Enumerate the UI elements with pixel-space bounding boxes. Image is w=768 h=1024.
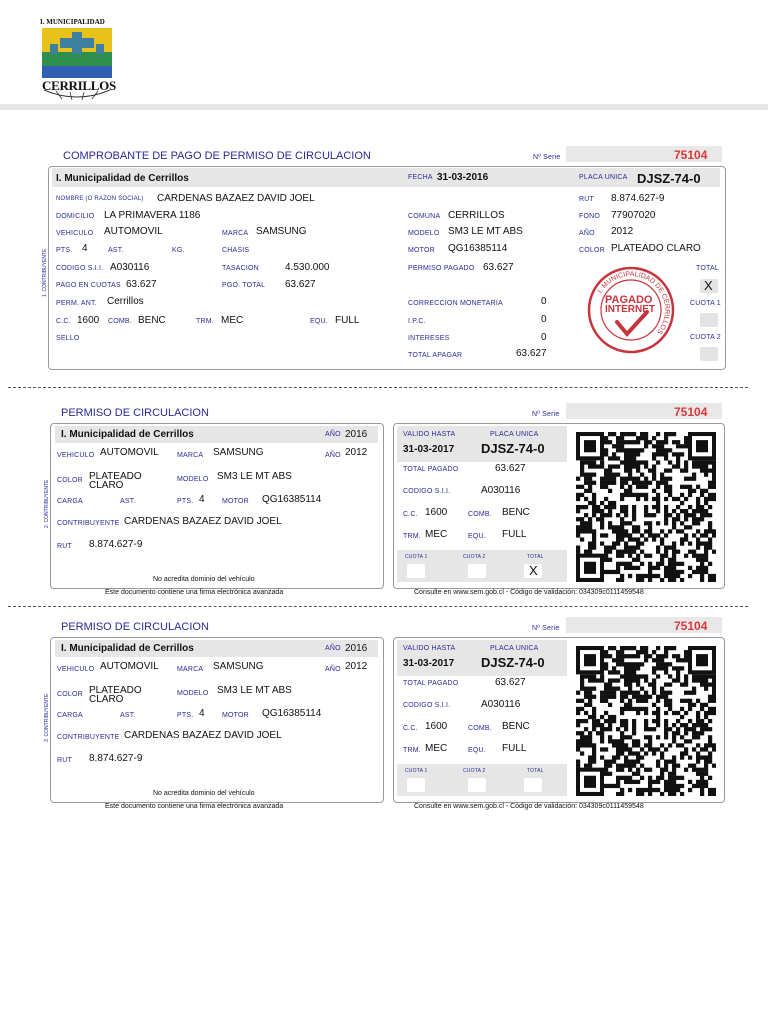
permit-title: PERMISO DE CIRCULACION <box>61 621 209 633</box>
permit-rut: 8.874.627-9 <box>89 539 143 550</box>
permit-total-pagado: 63.627 <box>495 463 526 474</box>
codigo-value: A030116 <box>110 262 150 273</box>
permit-placa-label: PLACA UNICA <box>490 645 539 652</box>
logo-emblem-icon <box>42 28 112 78</box>
receipt-placa-label: PLACA UNICA <box>579 174 628 181</box>
permit-firma-note: Este documento contiene una firma electrónica avanzada <box>105 803 284 810</box>
pgo-total-label: PGO. TOTAL <box>222 282 266 289</box>
permit-ano: 2016 <box>345 429 368 440</box>
permit-cuota1-box[interactable] <box>407 778 425 792</box>
ano-value: 2012 <box>611 226 634 237</box>
municipality-logo <box>38 16 114 100</box>
permit-consulte-note: Consulte en www.sem.gob.cl - Código de validación: 034309c0111459548 <box>414 803 644 810</box>
tasacion-label: TASACION <box>222 265 259 272</box>
perm-ant-label: PERM. ANT. <box>56 300 97 307</box>
comb-value: BENC <box>138 315 166 326</box>
permit-dominio-note: No acredita dominio del vehículo <box>153 790 255 797</box>
permit-color-line2: CLARO <box>89 694 124 705</box>
permit-valido-label: VALIDO HASTA <box>403 645 456 652</box>
perm-ant-value: Cerrillos <box>107 296 144 307</box>
comuna-value: CERRILLOS <box>448 210 505 221</box>
permit-2 <box>0 614 768 814</box>
modelo-label: MODELO <box>408 230 440 237</box>
permit-1 <box>0 400 768 600</box>
sello-label: SELLO <box>56 335 80 342</box>
permit-modelo-label: MODELO <box>177 476 209 483</box>
permit-qr-code <box>576 432 716 582</box>
permit-equ-label: EQU. <box>468 533 486 540</box>
permit-carga-label: CARGA <box>57 498 83 505</box>
permit-cuota1-label: CUOTA 1 <box>405 768 428 774</box>
permit-color-line1: PLATEADO <box>89 685 142 696</box>
permit-equ: FULL <box>502 529 527 540</box>
permit-valido-label: VALIDO HASTA <box>403 431 456 438</box>
permit-placa: DJSZ-74-0 <box>481 441 545 456</box>
comuna-label: COMUNA <box>408 213 441 220</box>
permit-equ-label: EQU. <box>468 747 486 754</box>
ast-label: AST. <box>108 247 124 254</box>
permit-comb-label: COMB. <box>468 511 492 518</box>
vehiculo-value: AUTOMOVIL <box>104 226 163 237</box>
permit-total-mark: X <box>529 563 538 578</box>
marca-value: SAMSUNG <box>256 226 307 237</box>
permit-color-label: COLOR <box>57 691 83 698</box>
permit-vehiculo-label: VEHICULO <box>57 452 95 459</box>
stamp-ring-text: I. MUNICIPALIDAD DE CERRILLOS <box>596 270 671 336</box>
permit-pts-label: PTS. <box>177 498 194 505</box>
permit-equ: FULL <box>502 743 527 754</box>
logo-top-text: I. MUNICIPALIDAD <box>40 18 105 26</box>
cuota2-label: CUOTA 2 <box>690 334 721 341</box>
permit-vehiculo: AUTOMOVIL <box>100 661 159 672</box>
permit-contribuyente: CARDENAS BAZAEZ DAVID JOEL <box>124 730 282 741</box>
intereses-value: 0 <box>541 332 547 343</box>
permit-ano-label: AÑO <box>325 431 341 438</box>
equ-label: EQU. <box>310 318 328 325</box>
permit-marca-label: MARCA <box>177 666 204 673</box>
modelo-value: SM3 LE MT ABS <box>448 226 523 237</box>
trm-value: MEC <box>221 315 244 326</box>
correccion-label: CORRECCION MONETARIA <box>408 300 503 307</box>
motor-label: MOTOR <box>408 247 435 254</box>
permit-ast-label: AST. <box>120 712 136 719</box>
trm-label: TRM. <box>196 318 214 325</box>
permit-total-box[interactable] <box>524 778 542 792</box>
permit-color-line2: CLARO <box>89 480 124 491</box>
kg-label: KG. <box>172 247 185 254</box>
permit-ano: 2016 <box>345 643 368 654</box>
permit-ano-label: AÑO <box>325 645 341 652</box>
intereses-label: INTERESES <box>408 335 450 342</box>
permit-modelo: SM3 LE MT ABS <box>217 471 292 482</box>
permit-valido: 31-03-2017 <box>403 444 455 455</box>
permit-comb-label: COMB. <box>468 725 492 732</box>
color-label: COLOR <box>579 247 605 254</box>
receipt-serie-number: 75104 <box>674 148 708 162</box>
permit-carga-label: CARGA <box>57 712 83 719</box>
permit-trm-label: TRM. <box>403 533 421 540</box>
receipt-total-label: TOTAL <box>696 265 719 272</box>
ipc-label: I.P.C. <box>408 318 426 325</box>
cc-value: 1600 <box>77 315 100 326</box>
receipt-total-mark: X <box>704 278 713 293</box>
permit-total-label: TOTAL <box>527 768 544 774</box>
permit-motor-label: MOTOR <box>222 712 249 719</box>
fono-value: 77907020 <box>611 210 656 221</box>
permit-placa: DJSZ-74-0 <box>481 655 545 670</box>
permit-firma-note: Este documento contiene una firma electrónica avanzada <box>105 589 284 596</box>
permit-side-label: 2. CONTRIBUYENTE <box>44 479 50 528</box>
comb-label: COMB. <box>108 318 132 325</box>
permit-serie-number: 75104 <box>674 619 708 633</box>
equ-value: FULL <box>335 315 360 326</box>
stamp-internet: INTERNET <box>605 304 655 315</box>
color-value: PLATEADO CLARO <box>611 243 701 254</box>
cuota1-label: CUOTA 1 <box>690 300 721 307</box>
permit-title: PERMISO DE CIRCULACION <box>61 407 209 419</box>
permit-codigo: A030116 <box>481 699 521 710</box>
permit-trm: MEC <box>425 743 448 754</box>
permit-codigo: A030116 <box>481 485 521 496</box>
permit-ano-vehiculo-label: AÑO <box>325 666 341 673</box>
permit-comb: BENC <box>502 721 530 732</box>
permit-cuota2-box[interactable] <box>468 778 486 792</box>
permit-trm: MEC <box>425 529 448 540</box>
permit-cuota2-label: CUOTA 2 <box>463 768 486 774</box>
permit-cc: 1600 <box>425 507 448 518</box>
marca-label: MARCA <box>222 230 249 237</box>
receipt-side-label: 1. CONTRIBUYENTE <box>42 248 48 297</box>
motor-value: QG16385114 <box>448 243 508 254</box>
permit-marca: SAMSUNG <box>213 447 264 458</box>
permit-total-label: TOTAL <box>527 554 544 560</box>
permit-valido: 31-03-2017 <box>403 658 455 669</box>
receipt-municipality: I. Municipalidad de Cerrillos <box>56 173 189 184</box>
pago-cuotas-label: PAGO EN CUOTAS <box>56 282 121 289</box>
permit-rut: 8.874.627-9 <box>89 753 143 764</box>
pts-value: 4 <box>82 243 88 254</box>
permit-codigo-label: CODIGO S.I.I. <box>403 702 451 709</box>
permit-ano-vehiculo-label: AÑO <box>325 452 341 459</box>
rut-value: 8.874.627-9 <box>611 193 665 204</box>
permit-vehiculo-label: VEHICULO <box>57 666 95 673</box>
permit-rut-label: RUT <box>57 543 72 550</box>
permit-motor: QG16385114 <box>262 494 322 505</box>
permit-comb: BENC <box>502 507 530 518</box>
header-divider <box>0 104 768 110</box>
chasis-label: CHASIS <box>222 247 250 254</box>
permit-serie-number: 75104 <box>674 405 708 419</box>
nombre-label: NOMBRE (O RAZON SOCIAL) <box>56 196 144 202</box>
permit-vehiculo: AUTOMOVIL <box>100 447 159 458</box>
permit-side-label: 3. CONTRIBUYENTE <box>44 693 50 742</box>
stamp-pagado: PAGADO <box>605 294 653 306</box>
permit-cc-label: C.C. <box>403 511 418 518</box>
permit-cc-label: C.C. <box>403 725 418 732</box>
receipt-fecha-label: FECHA <box>408 174 433 181</box>
permit-motor-label: MOTOR <box>222 498 249 505</box>
total-apagar-label: TOTAL APAGAR <box>408 352 463 359</box>
permit-dominio-note: No acredita dominio del vehículo <box>153 576 255 583</box>
ipc-value: 0 <box>541 314 547 325</box>
permiso-pagado-label: PERMISO PAGADO <box>408 265 475 272</box>
permiso-pagado-value: 63.627 <box>483 262 514 273</box>
permit-contribuyente-label: CONTRIBUYENTE <box>57 734 120 741</box>
permit-cc: 1600 <box>425 721 448 732</box>
permit-ano-vehiculo: 2012 <box>345 661 368 672</box>
permit-color-line1: PLATEADO <box>89 471 142 482</box>
receipt-fecha: 31-03-2016 <box>437 172 489 183</box>
receipt-cuota2-box[interactable] <box>700 347 718 361</box>
permit-serie-label: Nº Serie <box>532 625 560 632</box>
ano-label: AÑO <box>579 230 595 237</box>
permit-trm-label: TRM. <box>403 747 421 754</box>
permit-color-label: COLOR <box>57 477 83 484</box>
permit-modelo: SM3 LE MT ABS <box>217 685 292 696</box>
receipt-placa: DJSZ-74-0 <box>637 171 701 186</box>
pgo-total-value: 63.627 <box>285 279 316 290</box>
permit-municipality: I. Municipalidad de Cerrillos <box>61 643 194 654</box>
permit-marca-label: MARCA <box>177 452 204 459</box>
pago-cuotas-value: 63.627 <box>126 279 157 290</box>
permit-total-pagado: 63.627 <box>495 677 526 688</box>
permit-marca: SAMSUNG <box>213 661 264 672</box>
permit-municipality: I. Municipalidad de Cerrillos <box>61 429 194 440</box>
permit-serie-label: Nº Serie <box>532 411 560 418</box>
permit-ast-label: AST. <box>120 498 136 505</box>
tasacion-value: 4.530.000 <box>285 262 330 273</box>
total-apagar-value: 63.627 <box>516 348 547 359</box>
permit-total-pagado-label: TOTAL PAGADO <box>403 466 459 473</box>
dashed-divider-2 <box>8 606 748 607</box>
fono-label: FONO <box>579 213 601 220</box>
permit-contribuyente-label: CONTRIBUYENTE <box>57 520 120 527</box>
permit-rut-label: RUT <box>57 757 72 764</box>
permit-motor: QG16385114 <box>262 708 322 719</box>
permit-total-pagado-label: TOTAL PAGADO <box>403 680 459 687</box>
receipt-title: COMPROBANTE DE PAGO DE PERMISO DE CIRCULACION <box>63 150 371 162</box>
permit-pts: 4 <box>199 708 205 719</box>
cc-label: C.C. <box>56 318 71 325</box>
permit-modelo-label: MODELO <box>177 690 209 697</box>
paid-stamp <box>587 266 675 354</box>
domicilio-label: DOMICILIO <box>56 213 95 220</box>
permit-ano-vehiculo: 2012 <box>345 447 368 458</box>
correccion-value: 0 <box>541 296 547 307</box>
permit-pts: 4 <box>199 494 205 505</box>
permit-contribuyente: CARDENAS BAZAEZ DAVID JOEL <box>124 516 282 527</box>
receipt-serie-label: Nº Serie <box>533 154 561 161</box>
vehiculo-label: VEHICULO <box>56 230 94 237</box>
permit-pts-label: PTS. <box>177 712 194 719</box>
rut-label: RUT <box>579 196 594 203</box>
codigo-label: CODIGO S.I.I. <box>56 265 104 272</box>
permit-qr-code <box>576 646 716 796</box>
domicilio-value: LA PRIMAVERA 1186 <box>104 210 201 221</box>
permit-codigo-label: CODIGO S.I.I. <box>403 488 451 495</box>
permit-cuota2-box[interactable] <box>468 564 486 578</box>
logo-globe-icon <box>42 90 112 100</box>
receipt-cuota1-box[interactable] <box>700 313 718 327</box>
permit-cuota1-label: CUOTA 1 <box>405 554 428 560</box>
permit-cuota1-box[interactable] <box>407 564 425 578</box>
nombre-value: CARDENAS BAZAEZ DAVID JOEL <box>157 193 315 204</box>
permit-consulte-note: Consulte en www.sem.gob.cl - Código de validación: 034309c0111459548 <box>414 589 644 596</box>
logo-bottom-text: CERRILLOS <box>42 78 116 93</box>
dashed-divider-1 <box>8 387 748 388</box>
permit-placa-label: PLACA UNICA <box>490 431 539 438</box>
permit-cuota2-label: CUOTA 2 <box>463 554 486 560</box>
pts-label: PTS. <box>56 247 73 254</box>
